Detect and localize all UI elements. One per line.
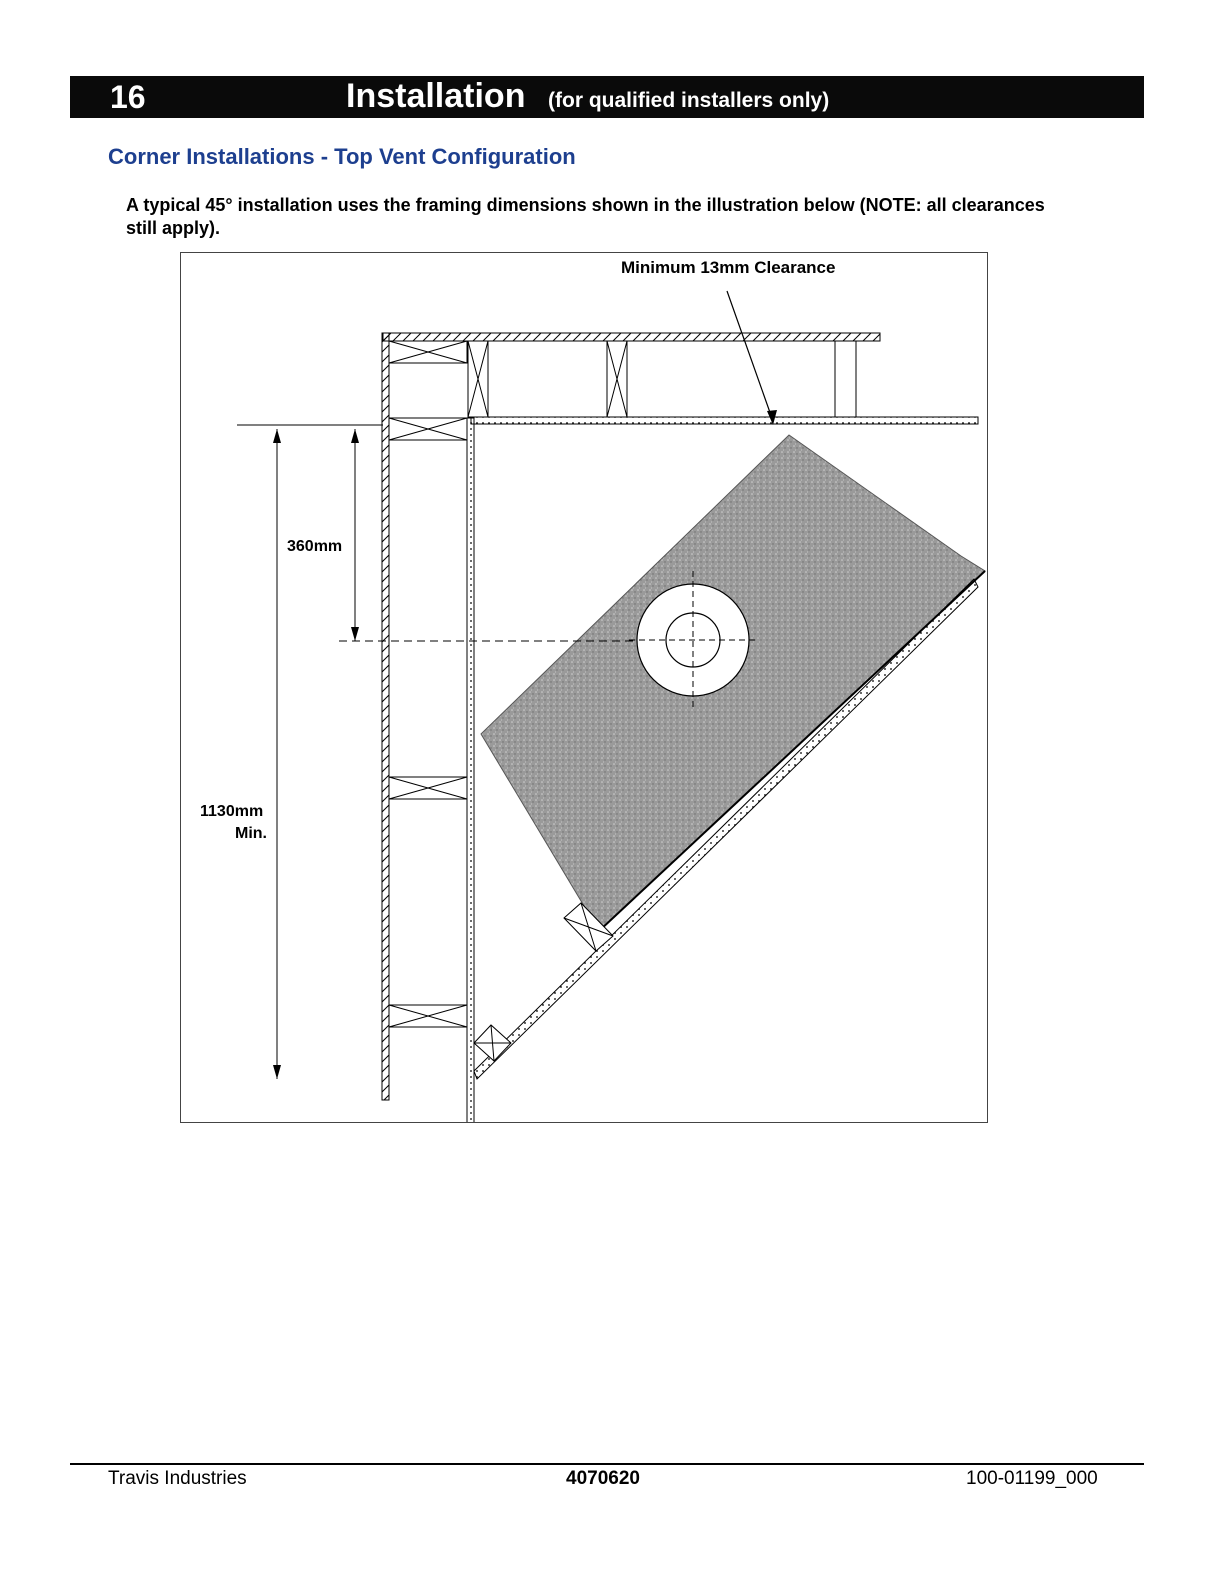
back-wall-drywall	[471, 417, 978, 424]
page-number: 16	[110, 79, 146, 115]
page-header	[70, 76, 1144, 118]
footer-divider	[70, 1463, 1144, 1465]
side-wall-framing	[382, 333, 474, 1123]
header-subtitle: (for qualified installers only)	[548, 89, 830, 112]
dim-total-label: 1130mm	[200, 803, 264, 820]
footer-company: Travis Industries	[108, 1468, 247, 1489]
clearance-label: Minimum 13mm Clearance	[621, 258, 836, 277]
installation-diagram	[180, 252, 988, 1123]
header-title: Installation	[346, 77, 526, 115]
dim-total-min-label: Min.	[235, 825, 267, 842]
fireplace-unit	[481, 435, 985, 931]
footer-doc-number: 4070620	[566, 1468, 640, 1489]
intro-paragraph: A typical 45° installation uses the framing dimensions shown in the illustration below (NOTE: all clearances still apply).	[126, 195, 1045, 238]
section-title: Corner Installations - Top Vent Configuration	[108, 144, 576, 169]
ceiling-framing	[383, 333, 880, 417]
footer-part-number: 100-01199_000	[966, 1468, 1098, 1489]
dim-vent-label: 360mm	[287, 538, 343, 555]
